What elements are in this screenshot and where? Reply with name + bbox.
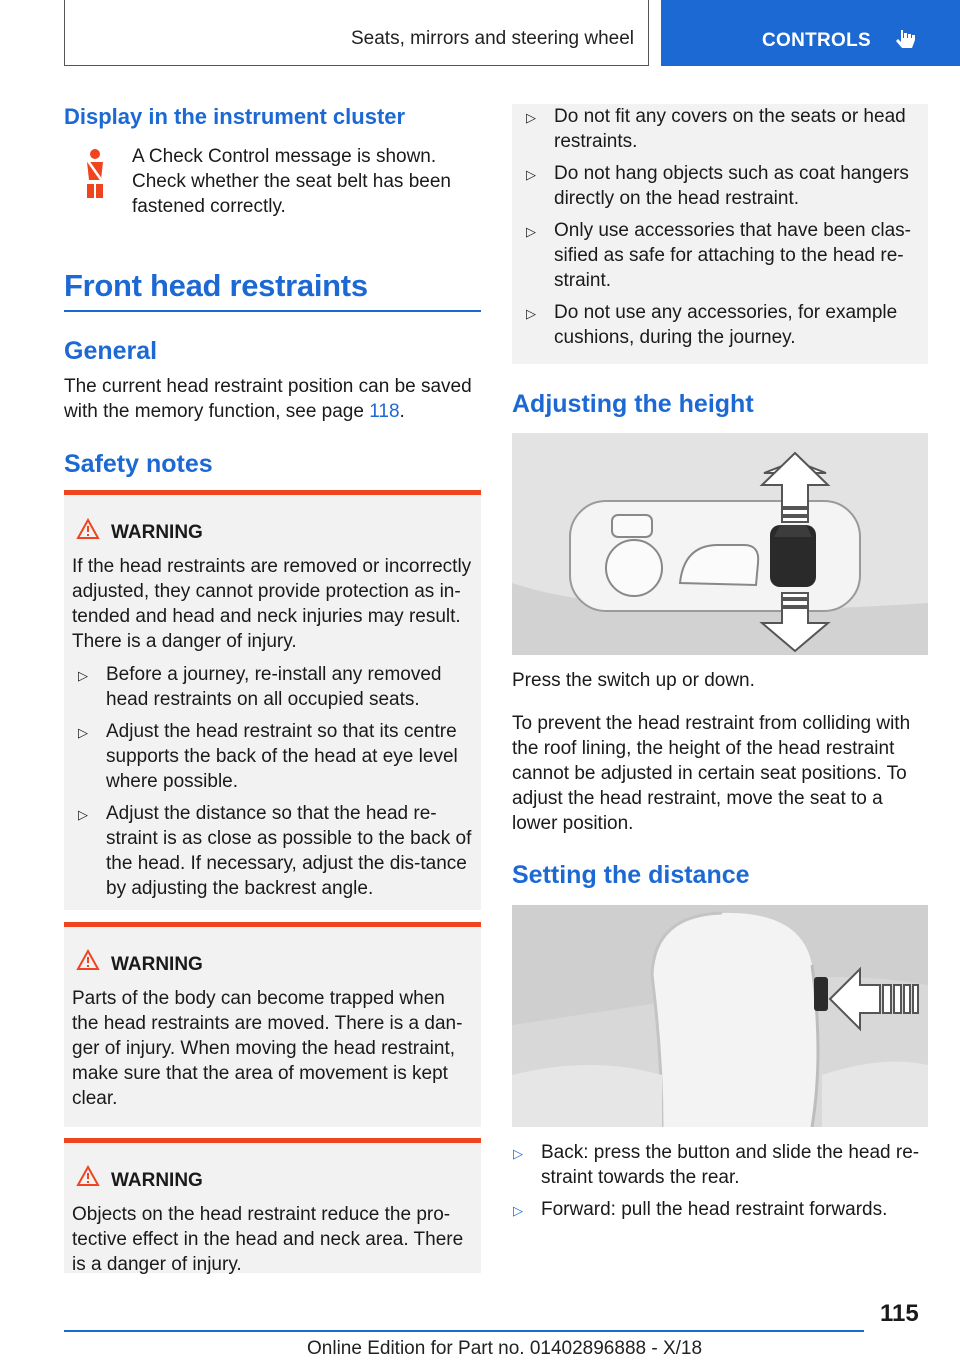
warning-box-2 xyxy=(64,922,481,1127)
header-section-title: Seats, mirrors and steering wheel xyxy=(350,28,634,49)
head-restraint-illustration xyxy=(512,905,928,1127)
list-item xyxy=(512,1197,928,1222)
bullet-text: Only use accessories that have been clas-sified as safe for attaching to the head re-straint. xyxy=(554,220,911,291)
warning-body-2: Parts of the body can become trapped when the head restraints are moved. There is a dan-ger of injury. When moving the head restraint, make sure that the area of movement is kept clear. xyxy=(72,988,463,1109)
height-adjust-illustration xyxy=(512,433,928,655)
general-text xyxy=(64,374,481,424)
bullet-triangle-icon: ▷ xyxy=(526,306,536,321)
warning-body-1: If the head restraints are removed or incorrectly adjusted, they cannot provide protection as in-tended and head and neck injuries may result. There is a danger of injury. xyxy=(72,556,472,652)
warning-triangle-icon xyxy=(76,518,100,540)
distance-heading: Setting the distance xyxy=(512,861,750,889)
seat-switch-illustration xyxy=(512,433,928,655)
bullet-triangle-icon: ▷ xyxy=(513,1146,523,1161)
warning-title-2: WARNING xyxy=(111,954,203,975)
page-title: Front head restraints xyxy=(64,268,368,303)
bullet-text: Adjust the head restraint so that its centre supports the back of the head at eye level where possible. xyxy=(106,721,458,792)
general-heading: General xyxy=(64,337,158,365)
distance-bullets xyxy=(512,1140,928,1229)
list-item xyxy=(512,1140,928,1190)
bullet-triangle-icon: ▷ xyxy=(526,110,536,125)
safety-notes-heading: Safety notes xyxy=(64,450,213,478)
bullet-text: Before a journey, re-install any removed head restraints on all occupied seats. xyxy=(106,664,442,710)
continued-notes-box xyxy=(512,104,928,364)
warning-body-3: Objects on the head restraint reduce the pro-tective effect in the head and neck area. There is a danger of injury. xyxy=(72,1204,464,1275)
height-heading: Adjusting the height xyxy=(512,390,754,418)
bullet-triangle-icon: ▷ xyxy=(78,725,88,740)
bullet-triangle-icon: ▷ xyxy=(78,807,88,822)
header-section-box xyxy=(64,0,649,66)
bullet-text: Forward: pull the head restraint forwards. xyxy=(541,1199,888,1220)
warning-box-3 xyxy=(64,1138,481,1273)
bullet-triangle-icon: ▷ xyxy=(526,167,536,182)
hand-pointer-icon xyxy=(895,28,917,54)
header-tab-label: CONTROLS xyxy=(762,30,872,51)
warning-box-1 xyxy=(64,490,481,910)
list-item xyxy=(520,104,924,154)
bullet-triangle-icon: ▷ xyxy=(526,224,536,239)
continued-bullets xyxy=(520,104,924,357)
general-text-body: The current head restraint position can be saved with the memory function, see page xyxy=(64,376,472,422)
bullet-triangle-icon: ▷ xyxy=(513,1203,523,1218)
warning-1-bullets xyxy=(72,662,476,908)
footer-edition: Online Edition for Part no. 01402896888 - X/18 xyxy=(307,1338,703,1359)
warning-title-3: WARNING xyxy=(111,1170,203,1191)
height-p1: Press the switch up or down. xyxy=(512,670,755,691)
bullet-triangle-icon: ▷ xyxy=(78,668,88,683)
page-link-118[interactable]: 118 xyxy=(369,401,400,422)
header-tab-controls[interactable] xyxy=(661,0,960,66)
height-p2: To prevent the head restraint from colliding with the roof lining, the height of the head restraint cannot be adjusted in certain seat positions. To adjust the head restraint, move the seat to a lower position. xyxy=(512,713,911,834)
bullet-text: Back: press the button and slide the head re-straint towards the rear. xyxy=(541,1142,920,1188)
bullet-text: Adjust the distance so that the head re-straint is as close as possible to the back of the head. If necessary, adjust the dis-tance by adjusting the backrest angle. xyxy=(106,803,472,899)
bullet-text: Do not fit any covers on the seats or head restraints. xyxy=(554,106,906,152)
display-text: A Check Control message is shown. Check whether the seat belt has been fastened correctly. xyxy=(132,146,451,217)
warning-triangle-icon xyxy=(76,1165,100,1187)
warning-triangle-icon xyxy=(76,949,100,971)
list-item xyxy=(72,662,476,712)
bullet-text: Do not use any accessories, for example cushions, during the journey. xyxy=(554,302,898,348)
list-item xyxy=(520,218,924,293)
distance-adjust-illustration xyxy=(512,905,928,1127)
list-item xyxy=(72,719,476,794)
page-number: 115 xyxy=(880,1300,919,1327)
title-divider xyxy=(64,310,481,312)
general-text-end: . xyxy=(399,401,405,422)
list-item xyxy=(520,161,924,211)
seatbelt-warning-icon xyxy=(82,148,108,200)
display-heading: Display in the instrument cluster xyxy=(64,104,406,129)
footer-divider xyxy=(64,1330,864,1332)
bullet-text: Do not hang objects such as coat hangers directly on the head restraint. xyxy=(554,163,909,209)
list-item xyxy=(520,300,924,350)
warning-title-1: WARNING xyxy=(111,522,203,543)
list-item xyxy=(72,801,476,901)
